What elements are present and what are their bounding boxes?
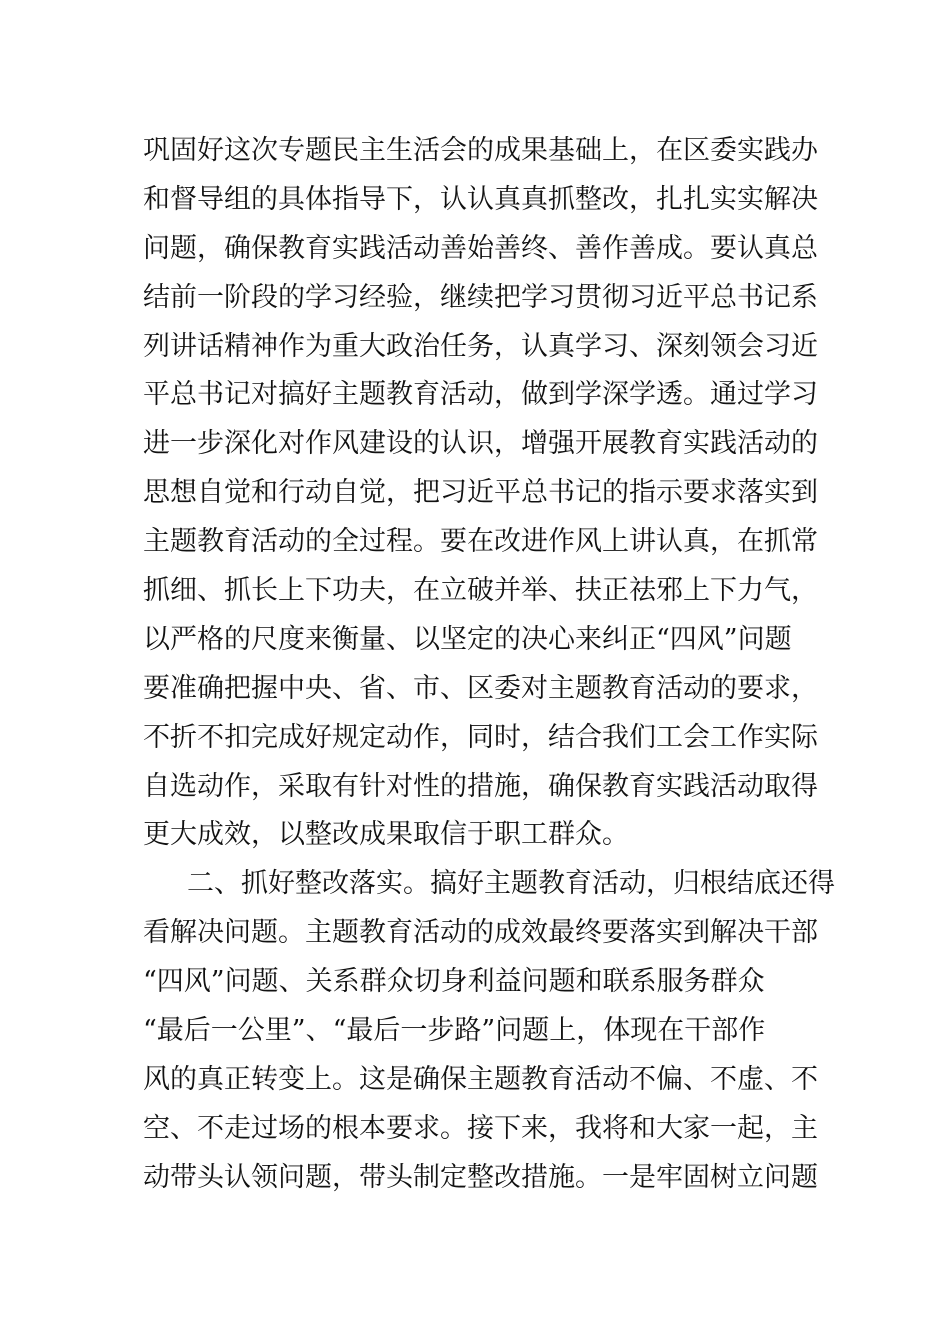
text-line: 风的真正转变上。这是确保主题教育活动不偏、不虚、不: [143, 1063, 818, 1095]
paragraph-start-line: 二、抓好整改落实。搞好主题教育活动，归根结底还得: [187, 868, 835, 900]
text-line: 结前一阶段的学习经验，继续把学习贯彻习近平总书记系: [143, 281, 818, 313]
text-line: 看解决问题。主题教育活动的成效最终要落实到解决干部: [143, 917, 818, 949]
text-line: 平总书记对搞好主题教育活动，做到学深学透。通过学习: [143, 379, 818, 411]
text-line: 主题教育活动的全过程。要在改进作风上讲认真，在抓常: [143, 526, 818, 558]
text-line: 动带头认领问题，带头制定整改措施。一是牢固树立问题: [143, 1161, 818, 1193]
text-line: “最后一公里”、“最后一步路”问题上，体现在干部作: [143, 1015, 766, 1047]
text-line: 更大成效，以整改成果取信于职工群众。: [143, 819, 629, 851]
text-line: 问题，确保教育实践活动善始善终、善作善成。要认真总: [143, 232, 818, 264]
text-line: 空、不走过场的根本要求。接下来，我将和大家一起，主: [143, 1112, 818, 1144]
text-line: 思想自觉和行动自觉，把习近平总书记的指示要求落实到: [143, 477, 818, 509]
text-line: 自选动作，采取有针对性的措施，确保教育实践活动取得: [143, 770, 818, 802]
body-text: [143, 127, 835, 1203]
text-line: 以严格的尺度来衡量、以坚定的决心来纠正“四风”问题: [143, 623, 792, 655]
text-line: 进一步深化对作风建设的认识，增强开展教育实践活动的: [143, 428, 818, 460]
text-line: 不折不扣完成好规定动作，同时，结合我们工会工作实际: [143, 721, 818, 753]
text-line: 抓细、抓长上下功夫，在立破并举、扶正祛邪上下力气，: [143, 575, 818, 607]
text-line: 要准确把握中央、省、市、区委对主题教育活动的要求，: [143, 672, 818, 704]
text-line: 和督导组的具体指导下，认认真真抓整改，扎扎实实解决: [143, 183, 818, 215]
text-line: 列讲话精神作为重大政治任务，认真学习、深刻领会习近: [143, 330, 818, 362]
text-line: 巩固好这次专题民主生活会的成果基础上，在区委实践办: [143, 135, 818, 166]
text-line: “四风”问题、关系群众切身利益问题和联系服务群众: [143, 966, 765, 998]
